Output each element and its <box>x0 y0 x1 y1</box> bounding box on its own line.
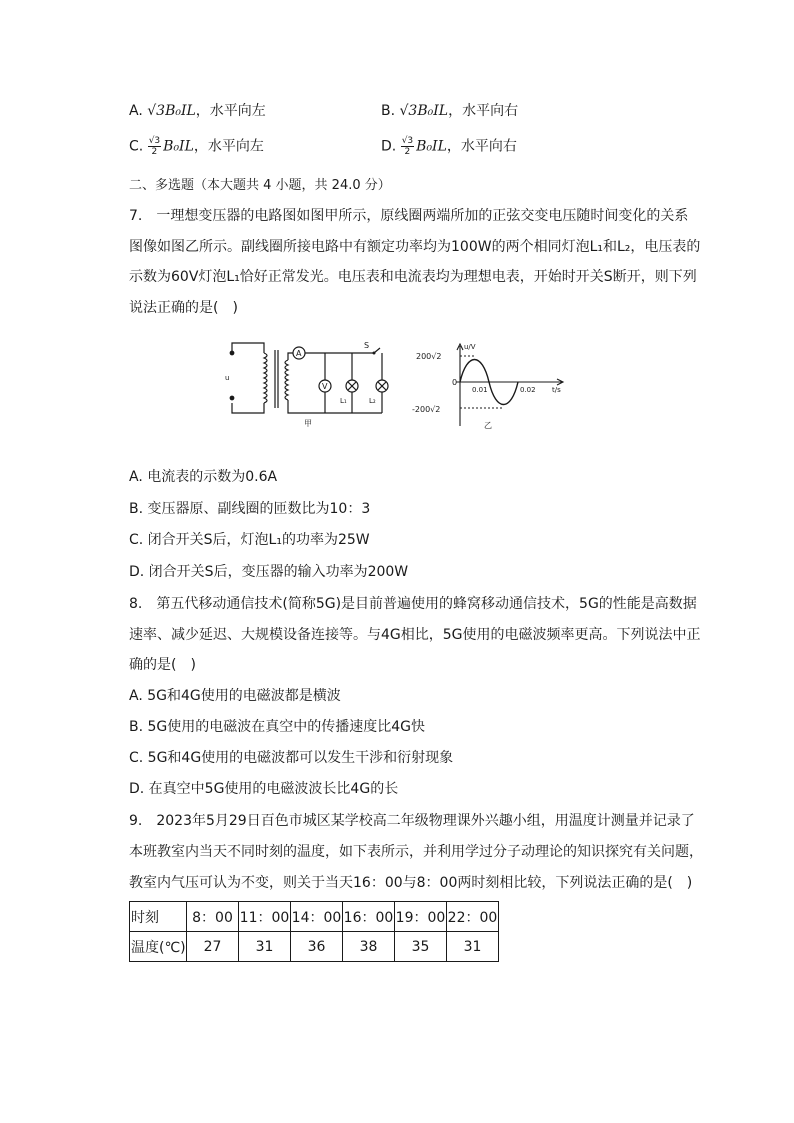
q8-stem-line: 确的是( ) <box>129 657 196 673</box>
q8-option: A. 5G和4G使用的电磁波都是横波 <box>129 688 341 704</box>
q8-stem-line: 速率、减少延迟、大规模设备连接等。与4G相比，5G使用的电磁波频率更高。下列说法中正 <box>129 627 701 643</box>
table-cell: 19：00 <box>395 902 447 932</box>
table-cell: 温度(℃) <box>130 932 187 962</box>
circuit-diagram <box>222 338 394 428</box>
voltage-graph <box>412 342 572 432</box>
y-axis-label: u/V <box>464 343 476 351</box>
tick-label: 0.01 <box>472 386 488 394</box>
table-cell: 时刻 <box>130 902 187 932</box>
table-cell: 16：00 <box>343 902 395 932</box>
table-cell: 31 <box>239 932 291 962</box>
x-axis-label: t/s <box>552 386 561 394</box>
table-cell: 31 <box>447 932 499 962</box>
q7-option: B. 变压器原、副线圈的匝数比为10：3 <box>129 501 371 517</box>
figure-jia-caption: 甲 <box>304 419 312 428</box>
switch-label: S <box>364 341 370 350</box>
q9-stem-line: 9. 2023年5月29日百色市城区某学校高二年级物理课外兴趣小组，用温度计测量并记录了 <box>129 813 695 829</box>
table-cell: 36 <box>291 932 343 962</box>
table-row <box>130 902 499 932</box>
q8-option: D. 在真空中5G使用的电磁波波长比4G的长 <box>129 781 399 797</box>
table-cell: 35 <box>395 932 447 962</box>
lamp-l1-label: L₁ <box>340 397 347 405</box>
voltmeter-label: V <box>322 382 328 391</box>
y-max-label: 200√2 <box>416 352 442 361</box>
table-cell: 8：00 <box>187 902 239 932</box>
q7-option: A. 电流表的示数为0.6A <box>129 469 278 485</box>
table-cell: 22：00 <box>447 902 499 932</box>
q7-stem-line: 图像如图乙所示。副线圈所接电路中有额定功率均为100W的两个相同灯泡L₁和L₂，电压表的 <box>129 239 701 255</box>
circuit-u-label: u <box>225 374 230 382</box>
q7-option: C. 闭合开关S后，灯泡L₁的功率为25W <box>129 532 370 548</box>
q8-option: C. 5G和4G使用的电磁波都可以发生干涉和衍射现象 <box>129 750 454 766</box>
lamp-l2-label: L₂ <box>369 397 376 405</box>
table-cell: 38 <box>343 932 395 962</box>
table-cell: 27 <box>187 932 239 962</box>
q8-stem-line: 8. 第五代移动通信技术(简称5G)是目前普遍使用的蜂窝移动通信技术，5G的性能是高数据 <box>129 596 697 612</box>
q9-stem-line: 本班教室内当天不同时刻的温度，如下表所示，并利用学过分子动理论的知识探究有关问题， <box>129 844 703 860</box>
ammeter-label: A <box>296 349 302 358</box>
q6-option-d: D. $\frac{√3}{2}$ B₀IL，水平向右 <box>381 136 517 157</box>
tick-label: 0.02 <box>520 386 536 394</box>
fraction: $\frac{√3}{2}$ <box>148 136 161 157</box>
q7-stem-line: 示数为60V灯泡L₁恰好正常发光。电压表和电流表均为理想电表，开始时开关S断开，则下列 <box>129 269 697 285</box>
q6-option-c: C. $\frac{√3}{2}$ B₀IL，水平向左 <box>129 136 264 157</box>
q7-option: D. 闭合开关S后，变压器的输入功率为200W <box>129 564 409 580</box>
q9-stem-line: 教室内气压可认为不变，则关于当天16：00与8：00两时刻相比较，下列说法正确的是( ) <box>129 875 693 891</box>
q6-option-a: A. √3B₀IL，水平向左 <box>129 103 266 119</box>
q7-stem-line: 说法正确的是( ) <box>129 300 238 316</box>
temperature-table <box>129 901 499 962</box>
q6-option-b: B. √3B₀IL，水平向右 <box>381 103 519 119</box>
table-cell: 11：00 <box>239 902 291 932</box>
q8-option: B. 5G使用的电磁波在真空中的传播速度比4G快 <box>129 719 426 735</box>
y-min-label: -200√2 <box>412 405 441 414</box>
section-heading: 二、多选题（本大题共 4 小题，共 24.0 分） <box>129 178 391 193</box>
table-cell: 14：00 <box>291 902 343 932</box>
origin-label: 0 <box>452 378 458 387</box>
table-row <box>130 932 499 962</box>
figure-yi-caption: 乙 <box>484 421 492 430</box>
q7-stem-line: 7. 一理想变压器的电路图如图甲所示，原线圈两端所加的正弦交变电压随时间变化的关系 <box>129 208 689 224</box>
fraction: $\frac{√3}{2}$ <box>401 136 414 157</box>
